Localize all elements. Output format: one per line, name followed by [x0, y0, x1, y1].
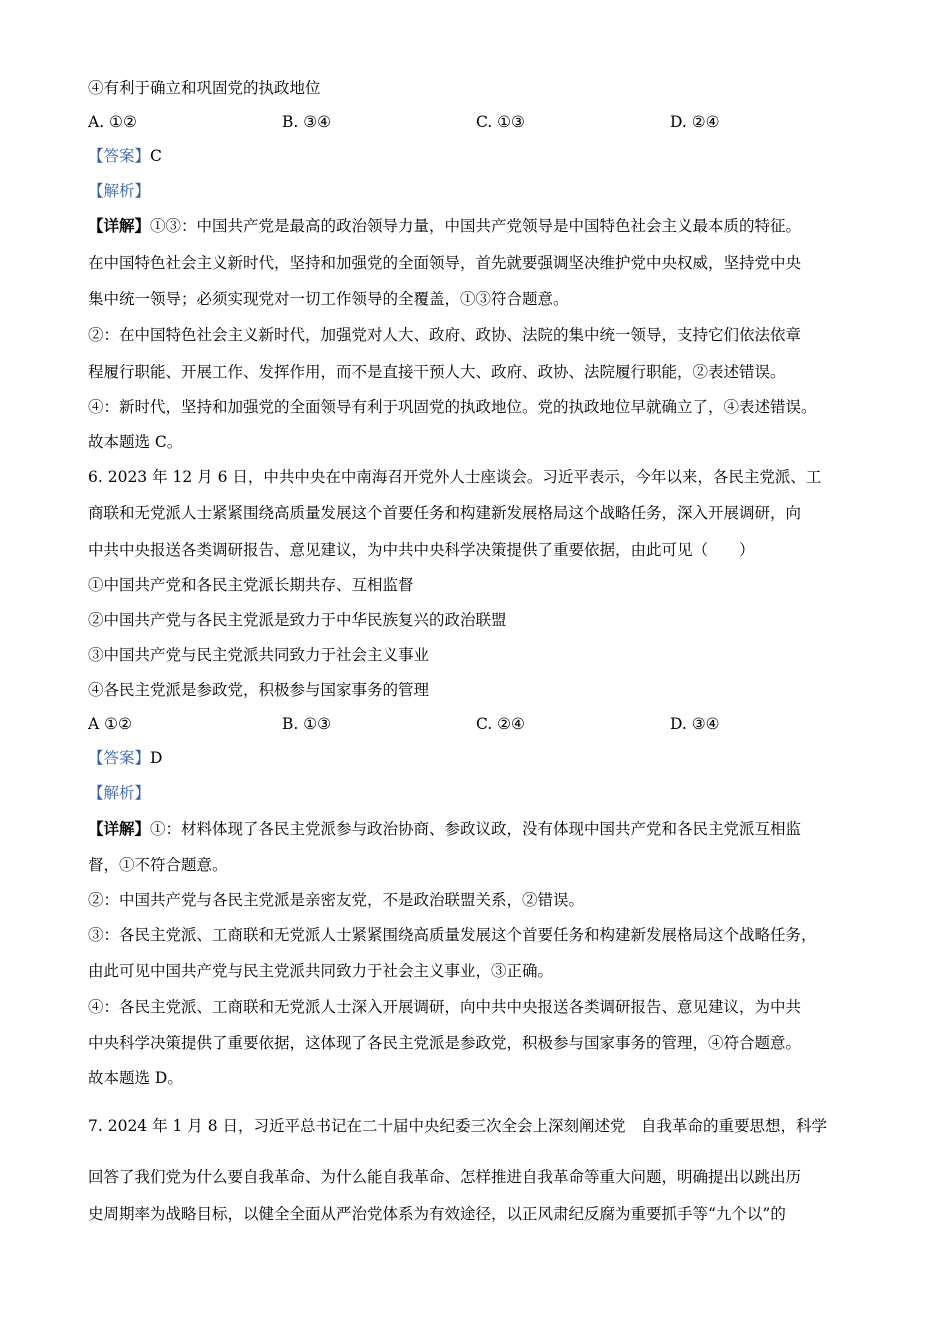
q6-stem-line: 中共中央报送各类调研报告、意见建议，为中共中央科学决策提供了重要依据，由此可见（ ）	[88, 541, 755, 559]
q5-analysis-label: 【解析】	[88, 182, 151, 200]
q6-option-b: B. ①③	[282, 715, 332, 733]
q5-answer	[88, 146, 162, 166]
q5-detail-line: 【详解】①③：中国共产党是最高的政治领导力量，中国共产党领导是中国特色社会主义最本质的特征。	[88, 216, 802, 235]
q6-analysis-label: 【解析】	[88, 784, 151, 802]
q6-statement-4: ④各民主党派是参政党，积极参与国家事务的管理	[88, 681, 430, 699]
q6-detail-line: 中央科学决策提供了重要依据，这体现了各民主党派是参政党，积极参与国家事务的管理，④符合题意。	[88, 1034, 802, 1052]
q7-stem-line: 史周期率为战略目标，以健全全面从严治党体系为有效途径，以正风肃纪反腐为重要抓手等“九个以”的	[88, 1205, 786, 1223]
q6-option-a: A ①②	[88, 715, 132, 733]
q5-option-c: C. ①③	[476, 113, 525, 131]
q6-detail-line: ④：各民主党派、工商联和无党派人士深入开展调研，向中共中央报送各类调研报告、意见建议，为中共	[88, 998, 802, 1016]
q6-option-d: D. ③④	[670, 715, 720, 733]
q5-conclusion: 故本题选 C。	[88, 433, 183, 451]
q6-detail-line: ③：各民主党派、工商联和无党派人士紧紧围绕高质量发展这个首要任务和构建新发展格局这个战略任务，	[88, 926, 817, 944]
q6-stem-line: 6. 2023 年 12 月 6 日，中共中央在中南海召开党外人士座谈会。习近平表示，今年以来，各民主党派、工	[88, 468, 822, 486]
q5-detail-line: ④：新时代，坚持和加强党的全面领导有利于巩固党的执政地位。党的执政地位早就确立了，④表述错误。	[88, 398, 817, 416]
q5-answer-label: 【答案】	[88, 147, 151, 165]
q6-statement-2: ②中国共产党与各民主党派是致力于中华民族复兴的政治联盟	[88, 611, 507, 629]
q5-option-d: D. ②④	[670, 113, 720, 131]
q6-conclusion: 故本题选 D。	[88, 1069, 183, 1087]
q5-detail-line: 在中国特色社会主义新时代，坚持和加强党的全面领导，首先就要强调坚决维护党中央权威，坚持党中央	[88, 254, 802, 272]
q6-stem-line: 商联和无党派人士紧紧围绕高质量发展这个首要任务和构建新发展格局这个战略任务，深入开展调研，向	[88, 504, 802, 522]
q5-answer-value: C	[150, 147, 162, 165]
q6-answer	[88, 748, 162, 768]
q6-answer-label: 【答案】	[88, 749, 151, 767]
q5-detail-line: 集中统一领导；必须实现党对一切工作领导的全覆盖，①③符合题意。	[88, 290, 569, 308]
q7-stem-line: 回答了我们党为什么要自我革命、为什么能自我革命、怎样推进自我革命等重大问题，明确提出以跳出历	[88, 1168, 802, 1186]
q6-answer-value: D	[150, 749, 163, 767]
q6-detail-line: 【详解】①：材料体现了各民主党派参与政治协商、参政议政，没有体现中国共产党和各民主党派互相监	[88, 819, 802, 838]
q6-option-c: C. ②④	[476, 715, 525, 733]
q7-stem-line: 7. 2024 年 1 月 8 日，习近平总书记在二十届中央纪委三次全会上深刻阐述党 自我革命的重要思想，科学	[88, 1117, 828, 1135]
q6-statement-3: ③中国共产党与民主党派共同致力于社会主义事业	[88, 646, 430, 664]
q6-detail-line: 由此可见中国共产党与民主党派共同致力于社会主义事业，③正确。	[88, 962, 554, 980]
q5-detail-line: ②：在中国特色社会主义新时代，加强党对人大、政府、政协、法院的集中统一领导，支持它们依法依章	[88, 326, 802, 344]
q5-detail-line: 程履行职能、开展工作、发挥作用，而不是直接干预人大、政府、政协、法院履行职能，②表述错误。	[88, 363, 786, 381]
q5-detail-label: 【详解】	[88, 216, 151, 235]
q6-detail-label: 【详解】	[88, 819, 151, 838]
q5-option-a: A. ①②	[88, 113, 137, 131]
q6-statement-1: ①中国共产党和各民主党派长期共存、互相监督	[88, 576, 414, 594]
q6-detail-line: 督，①不符合题意。	[88, 856, 228, 874]
q5-statement-4: ④有利于确立和巩固党的执政地位	[88, 79, 321, 97]
q5-option-b: B. ③④	[282, 113, 332, 131]
q6-detail-line: ②：中国共产党与各民主党派是亲密友党，不是政治联盟关系，②错误。	[88, 891, 585, 909]
